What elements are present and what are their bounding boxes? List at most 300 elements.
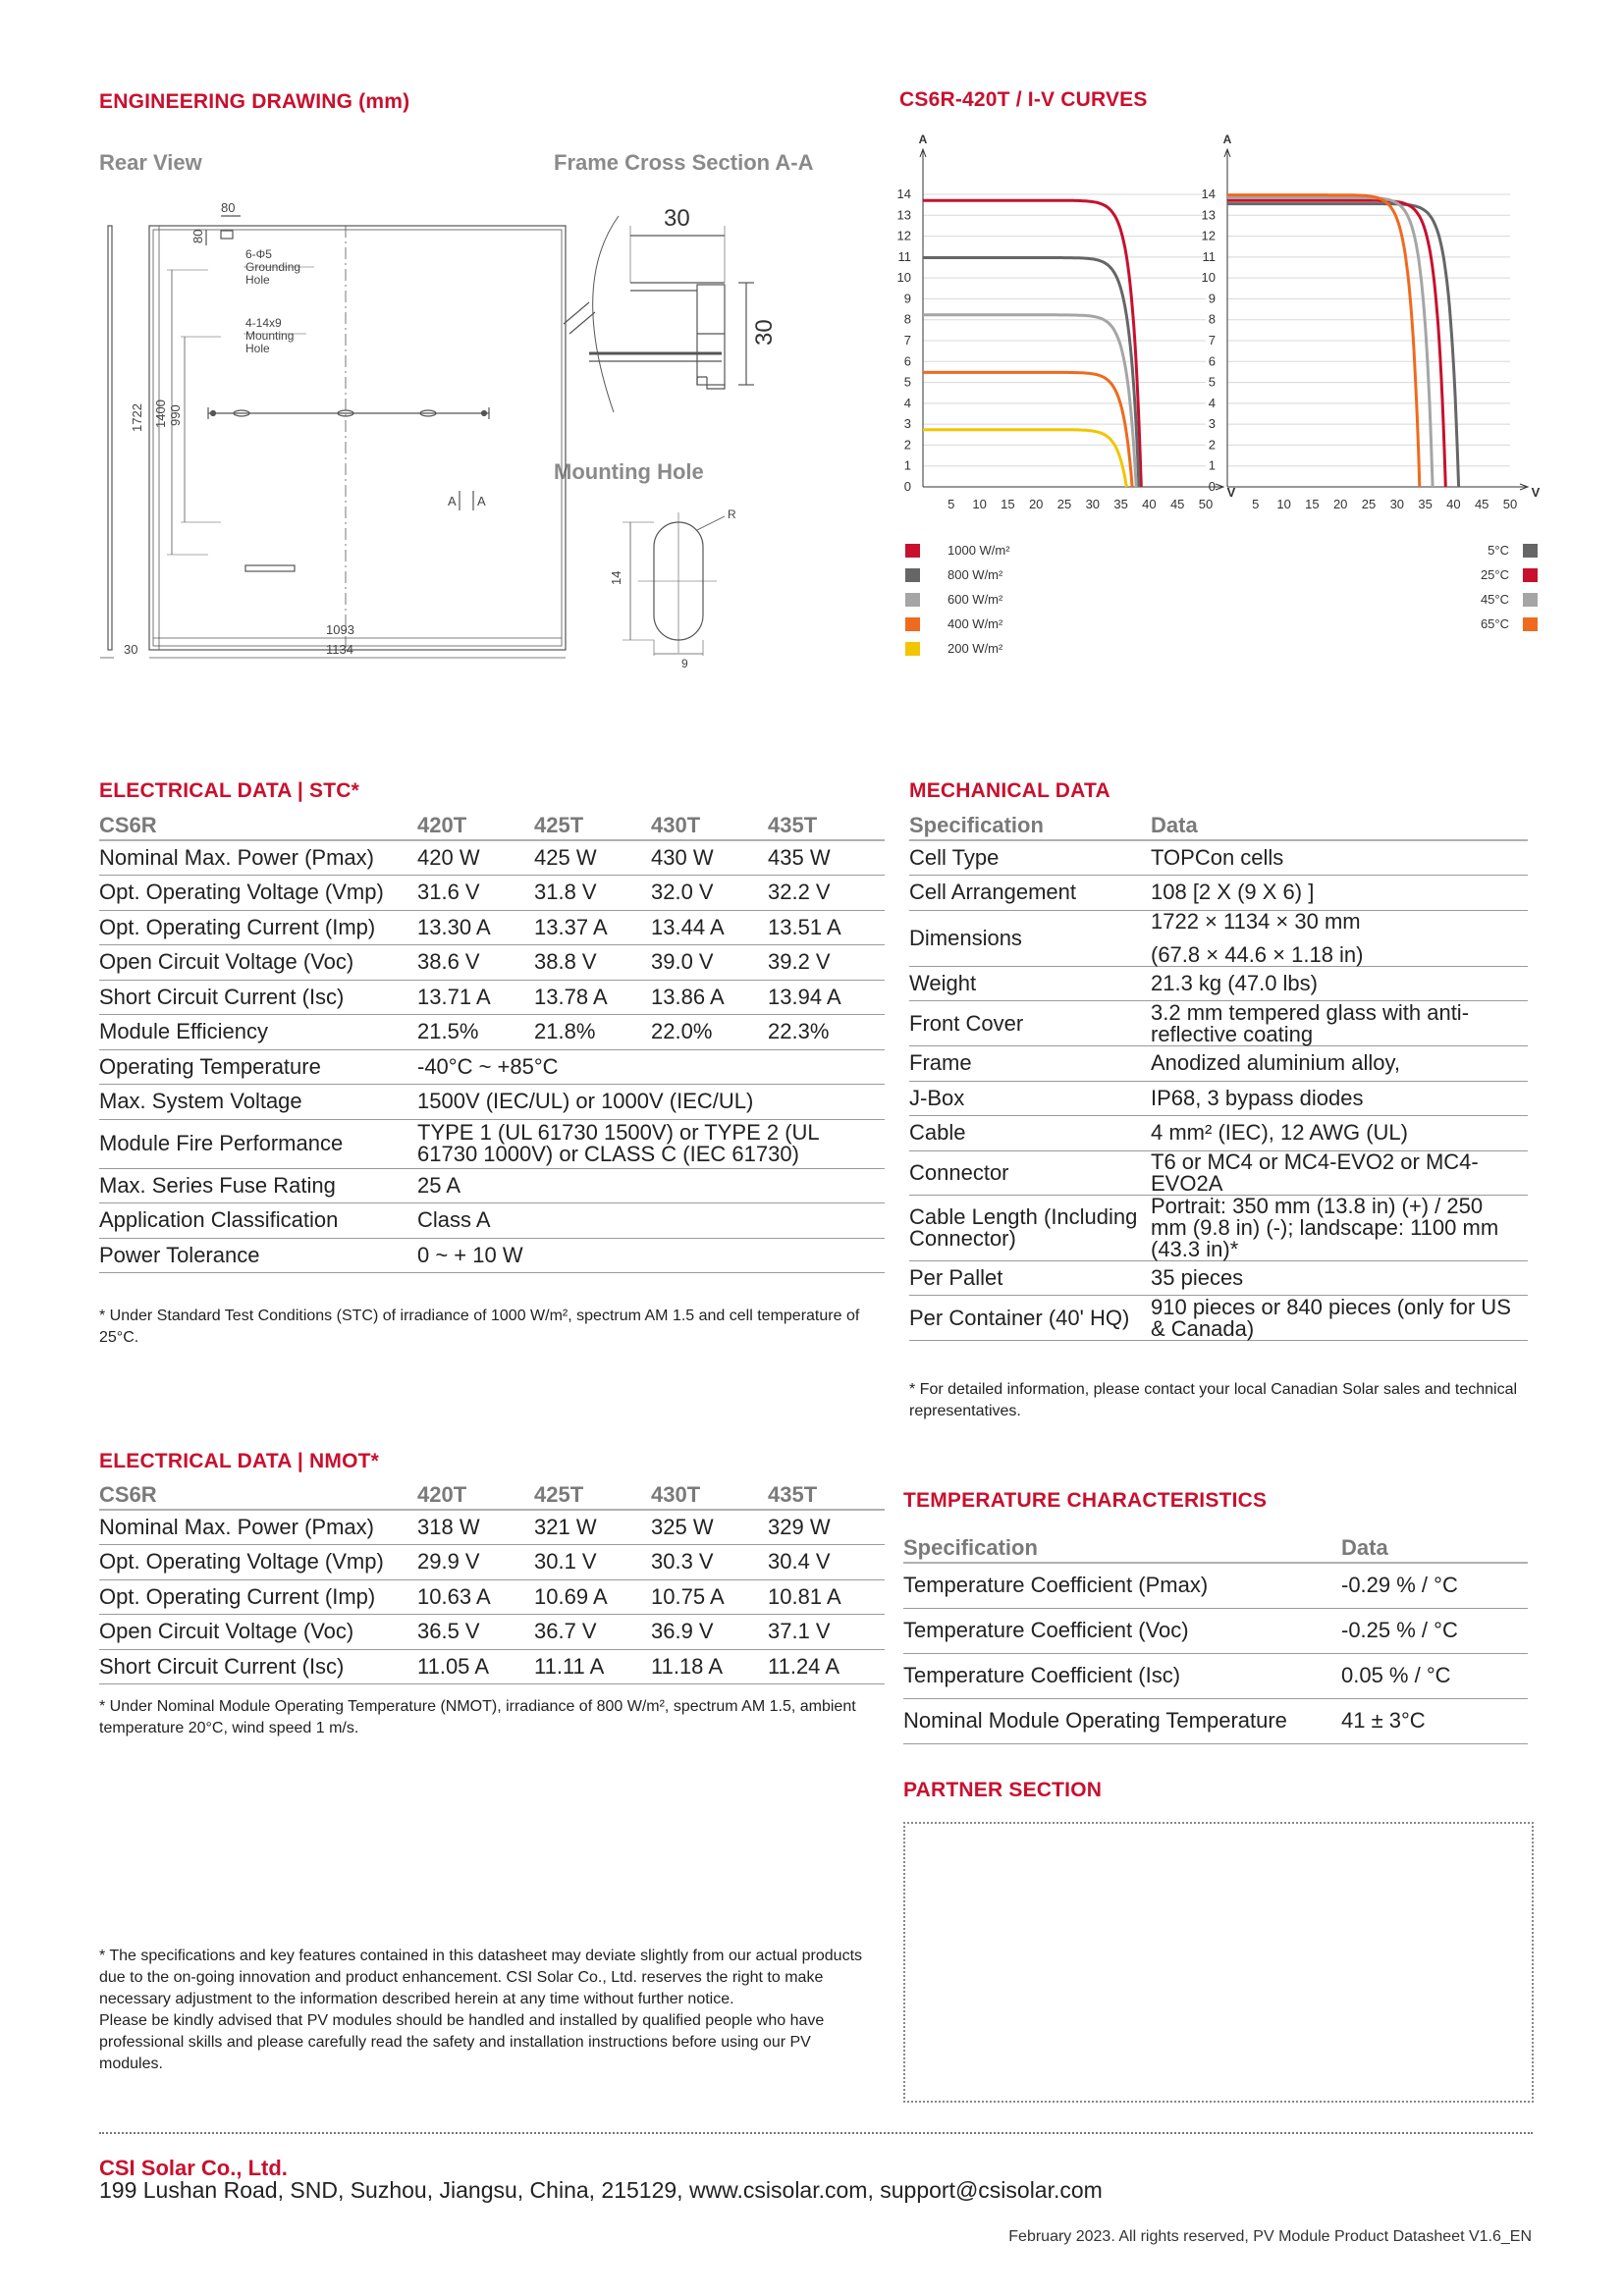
column-header: 435T	[768, 1481, 818, 1507]
table-cell	[1151, 1150, 1528, 1195]
mechanical-title: MECHANICAL DATA	[909, 779, 1110, 802]
y-tick-label: 7	[1208, 333, 1216, 347]
y-tick-label: 1	[1208, 457, 1216, 473]
table-cell: Class A	[417, 1207, 491, 1233]
iv-curve-200wm	[923, 430, 1126, 487]
table-row	[99, 910, 885, 945]
table-row	[903, 1608, 1528, 1653]
table-cell: 430 W	[651, 845, 714, 870]
table-row	[99, 1579, 885, 1615]
table-cell-line: 910 pieces or 840 pieces (only for US & Canada)	[1151, 1294, 1511, 1341]
x-tick-label: 10	[972, 497, 987, 511]
mounting-hole-drawing	[599, 507, 766, 670]
table-row	[909, 910, 1528, 966]
table-row	[909, 1260, 1528, 1296]
table-cell: 38.8 V	[534, 949, 597, 975]
table-cell: 25 A	[417, 1172, 461, 1198]
legend-item	[905, 538, 1010, 562]
x-tick-label: 15	[1001, 497, 1015, 511]
partner-title: PARTNER SECTION	[903, 1779, 1103, 1801]
table-cell	[1151, 1260, 1528, 1296]
table-cell-line: -0.25 % / °C	[1341, 1618, 1458, 1642]
table-cell-line: 3.2 mm tempered glass with anti-reflective coating	[1151, 999, 1470, 1046]
x-tick-label: 50	[1198, 497, 1214, 511]
table-cell-line: 0.05 % / °C	[1341, 1663, 1451, 1687]
table-row	[909, 840, 1528, 876]
legend-item	[1394, 612, 1538, 636]
legend-label: 65°C	[1480, 616, 1509, 631]
table-row	[99, 1119, 885, 1168]
table-row	[903, 1653, 1528, 1698]
column-header: 425T	[534, 1481, 584, 1507]
legend-label: 5°C	[1488, 543, 1509, 558]
table-cell: 11.18 A	[651, 1653, 723, 1679]
table-cell-line: Anodized aluminium alloy,	[1151, 1050, 1400, 1076]
legend-swatch	[905, 544, 920, 558]
table-cell	[1151, 1001, 1528, 1046]
mounting-label-2: Mounting	[245, 329, 295, 343]
table-row	[909, 1195, 1528, 1260]
table-cell	[1151, 966, 1528, 1001]
table-cell: Temperature Coefficient (Isc)	[903, 1663, 1181, 1687]
x-tick-label: 5	[947, 497, 955, 511]
table-row	[99, 945, 885, 981]
x-tick-label: 25	[1056, 497, 1072, 511]
x-tick-label: 15	[1305, 497, 1320, 511]
y-tick-label: 11	[897, 248, 911, 264]
table-cell: 32.2 V	[768, 880, 831, 905]
table-cell-line: IP68, 3 bypass diodes	[1151, 1085, 1364, 1110]
legend-swatch	[1523, 617, 1538, 631]
table-row	[99, 876, 885, 911]
nmot-note: * Under Nominal Module Operating Temperature (NMOT), irradiance of 800 W/m², spectrum AM 1.5, ambient temperature 20°C, wind speed 1 m/s.	[99, 1698, 856, 1736]
table-cell: 13.71 A	[417, 984, 491, 1009]
table-cell: 425 W	[534, 845, 597, 870]
table-cell: Opt. Operating Voltage (Vmp)	[99, 1549, 384, 1575]
table-cell: 11.11 A	[534, 1653, 605, 1679]
table-cell: Temperature Coefficient (Voc)	[903, 1618, 1189, 1642]
x-tick-label: 35	[1418, 497, 1433, 511]
side-profile	[108, 226, 112, 650]
column-header: 430T	[651, 1481, 701, 1507]
iv-curve-5c	[1227, 204, 1459, 487]
table-row	[909, 1001, 1528, 1046]
table-cell: Connector	[909, 1159, 1009, 1185]
table-cell: 36.7 V	[534, 1619, 597, 1644]
table-cell: Per Pallet	[909, 1264, 1003, 1290]
table-row	[99, 1168, 885, 1203]
elec-nmot-title: ELECTRICAL DATA | NMOT*	[99, 1450, 380, 1472]
legend-item	[905, 562, 1010, 587]
table-cell: 10.63 A	[417, 1583, 491, 1609]
y-tick-label: 13	[1201, 207, 1216, 223]
legend-item	[905, 612, 1010, 636]
table-cell	[1151, 1116, 1528, 1151]
dim-80-side: 80	[190, 229, 205, 243]
table-cell: Module Fire Performance	[99, 1131, 344, 1155]
footer-address: 199 Lushan Road, SND, Suzhou, Jiangsu, China, 215129, www.csisolar.com, support@csisolar.com	[99, 2177, 1103, 2203]
table-row	[909, 1116, 1528, 1151]
table-cell: Max. System Voltage	[99, 1089, 302, 1114]
table-cell: 325 W	[651, 1515, 714, 1539]
table-cell: 13.94 A	[768, 984, 841, 1009]
panel-outline	[149, 226, 566, 650]
elec-stc-table	[99, 811, 885, 1273]
y-tick-label: 2	[1208, 437, 1216, 453]
table-row	[99, 1015, 885, 1050]
y-tick-label: 9	[1208, 291, 1216, 306]
footer-company: CSI Solar Co., Ltd.	[99, 2156, 288, 2180]
x-tick-label: 30	[1085, 497, 1101, 511]
table-cell: Module Efficiency	[99, 1019, 269, 1044]
temperature-table	[903, 1533, 1528, 1744]
table-cell: 32.0 V	[651, 880, 714, 905]
y-unit-label: A	[1222, 133, 1232, 146]
table-row	[909, 1296, 1528, 1341]
table-cell: Dimensions	[909, 925, 1022, 950]
legend-swatch	[905, 568, 920, 582]
y-tick-label: 10	[896, 270, 911, 286]
dim-990: 990	[168, 404, 183, 426]
cross-section-width: 30	[664, 205, 690, 232]
stc-note: * Under Standard Test Conditions (STC) of irradiance of 1000 W/m², spectrum AM 1.5 and cell temperature of 25°C.	[99, 1308, 860, 1346]
table-cell: 21.8%	[534, 1019, 596, 1044]
table-cell: 39.0 V	[651, 949, 714, 975]
table-header-row	[903, 1533, 1528, 1563]
table-row	[903, 1563, 1528, 1608]
table-cell: 318 W	[417, 1515, 480, 1539]
legend-label: 200 W/m²	[947, 641, 1003, 656]
mounting-hole-label: Mounting Hole	[554, 459, 704, 484]
table-cell-line: 41 ± 3°C	[1341, 1708, 1426, 1733]
rear-view-label: Rear View	[99, 150, 202, 175]
legend-label: 600 W/m²	[947, 592, 1003, 607]
y-unit-label: A	[918, 133, 928, 146]
y-tick-label: 3	[903, 416, 911, 432]
table-cell-line: (67.8 × 44.6 × 1.18 in)	[1151, 941, 1364, 967]
rear-view-drawing	[98, 187, 530, 667]
column-header: CS6R	[99, 1481, 157, 1507]
iv-curves-chart	[889, 128, 1541, 511]
table-cell: 22.3%	[768, 1019, 830, 1044]
legend-label: 400 W/m²	[947, 616, 1003, 631]
column-header: Specification	[903, 1534, 1038, 1560]
grounding-label-1: 6-Φ5	[245, 247, 272, 261]
grounding-label-2: Grounding	[245, 260, 301, 274]
table-cell-line: -0.29 % / °C	[1341, 1573, 1458, 1598]
y-tick-label: 4	[903, 395, 911, 410]
y-tick-label: 1	[903, 457, 911, 473]
table-cell: 30.4 V	[768, 1549, 831, 1575]
table-row	[99, 1203, 885, 1239]
table-cell	[1151, 1296, 1528, 1341]
table-cell: 10.75 A	[651, 1583, 725, 1609]
table-header-row	[99, 811, 885, 840]
table-cell	[1151, 910, 1528, 966]
table-cell: Nominal Module Operating Temperature	[903, 1708, 1287, 1733]
dim-30: 30	[124, 642, 138, 657]
table-cell: 13.86 A	[651, 984, 725, 1009]
table-row	[909, 1150, 1528, 1195]
legend-item	[1394, 538, 1538, 562]
table-cell: 13.37 A	[534, 914, 608, 939]
elec-nmot-table	[99, 1480, 885, 1684]
x-tick-label: 45	[1169, 497, 1185, 511]
y-tick-label: 12	[1201, 228, 1216, 243]
table-cell: 31.8 V	[534, 880, 597, 905]
temperature-legend	[1394, 538, 1538, 636]
legend-swatch	[1523, 544, 1538, 558]
engineering-title: ENGINEERING DRAWING (mm)	[99, 90, 410, 113]
legend-swatch	[905, 642, 920, 656]
x-tick-label: 50	[1502, 497, 1518, 511]
table-row	[99, 1649, 885, 1684]
table-row	[909, 1046, 1528, 1082]
table-cell: Max. Series Fuse Rating	[99, 1172, 336, 1198]
table-cell: TYPE 1 (UL 61730 1500V) or TYPE 2 (UL 61730 1000V) or CLASS C (IEC 61730)	[417, 1120, 819, 1166]
table-cell-line: 4 mm² (IEC), 12 AWG (UL)	[1151, 1120, 1408, 1146]
x-unit-label: V	[1226, 485, 1236, 500]
mechanical-table	[909, 811, 1528, 1341]
table-cell-line: TOPCon cells	[1151, 845, 1284, 870]
dim-1093: 1093	[326, 622, 354, 637]
table-cell	[1341, 1608, 1528, 1653]
column-header: 420T	[417, 812, 467, 837]
y-tick-label: 3	[1208, 416, 1216, 432]
table-cell: 420 W	[417, 845, 480, 870]
column-header: 430T	[651, 812, 701, 837]
table-row	[99, 1545, 885, 1580]
table-header-row	[909, 811, 1528, 840]
column-header: 420T	[417, 1481, 467, 1507]
table-cell: Open Circuit Voltage (Voc)	[99, 949, 354, 975]
x-tick-label: 40	[1446, 497, 1461, 511]
table-row	[99, 840, 885, 876]
iv-curves-title: CS6R-420T / I-V CURVES	[899, 88, 1148, 111]
column-header: Specification	[909, 812, 1044, 837]
legend-swatch	[1523, 593, 1538, 607]
y-tick-label: 10	[1201, 270, 1216, 286]
table-cell: Cell Type	[909, 845, 1000, 870]
x-tick-label: 45	[1474, 497, 1489, 511]
y-tick-label: 0	[1208, 479, 1216, 494]
y-tick-label: 14	[896, 187, 911, 201]
table-row	[99, 1049, 885, 1085]
hole-radius-label: R	[728, 507, 736, 521]
legend-swatch	[905, 593, 920, 607]
table-cell: Weight	[909, 970, 977, 995]
y-tick-label: 5	[1208, 374, 1216, 390]
disclaimer: * The specifications and key features contained in this datasheet may deviate slightly from our actual products due to the on-going innovation and product enhancement. CSI Solar Co., Ltd. reserves the right to make necessary adjustment to the information described herein at any time without further notice. Please be kindly advised that PV modules should be handled and installed by qualified people who have professional skills and please carefully read the safety and installation instructions before using our PV modules.	[99, 1948, 863, 2072]
table-cell: Short Circuit Current (Isc)	[99, 1653, 345, 1679]
y-tick-label: 8	[903, 311, 911, 327]
dim-1400: 1400	[153, 400, 168, 428]
section-a-left: A	[448, 494, 457, 508]
table-cell: 21.5%	[417, 1019, 479, 1044]
table-cell-line: 21.3 kg (47.0 lbs)	[1151, 970, 1318, 995]
table-cell: 13.78 A	[534, 984, 608, 1009]
y-tick-label: 6	[1208, 353, 1216, 369]
table-cell: Per Container (40' HQ)	[909, 1305, 1130, 1330]
legend-label: 1000 W/m²	[947, 543, 1010, 558]
y-tick-label: 0	[903, 479, 911, 494]
table-row	[909, 876, 1528, 911]
cross-section-height: 30	[751, 319, 778, 346]
table-cell	[1151, 1046, 1528, 1082]
table-cell	[1151, 1081, 1528, 1116]
table-cell: Frame	[909, 1050, 972, 1076]
table-cell: Opt. Operating Current (Imp)	[99, 1583, 376, 1609]
table-cell: 13.44 A	[651, 914, 725, 939]
table-cell: Cable Length (Including Connector)	[909, 1203, 1138, 1251]
legend-item	[905, 587, 1010, 612]
table-cell: 435 W	[768, 845, 831, 870]
x-tick-label: 30	[1389, 497, 1405, 511]
partner-box	[903, 1822, 1534, 2103]
y-tick-label: 4	[1208, 395, 1216, 410]
table-cell: 11.24 A	[768, 1653, 839, 1679]
column-header: 435T	[768, 812, 818, 837]
table-cell: Opt. Operating Current (Imp)	[99, 914, 376, 939]
y-tick-label: 14	[1201, 187, 1216, 201]
table-header-row	[99, 1480, 885, 1510]
table-cell: 39.2 V	[768, 949, 831, 975]
table-cell: 37.1 V	[768, 1619, 831, 1644]
hole-dim-9: 9	[681, 657, 688, 670]
column-header: Data	[1151, 812, 1198, 837]
y-tick-label: 2	[903, 437, 911, 453]
table-cell	[1341, 1563, 1528, 1608]
x-tick-label: 20	[1028, 497, 1044, 511]
irradiance-legend	[905, 538, 1010, 661]
column-header: 425T	[534, 812, 584, 837]
table-cell: 10.81 A	[768, 1583, 841, 1609]
y-tick-label: 13	[896, 207, 911, 223]
table-cell: Cell Arrangement	[909, 880, 1076, 905]
table-cell: 321 W	[534, 1515, 597, 1539]
table-cell: 31.6 V	[417, 880, 480, 905]
table-cell: 36.9 V	[651, 1619, 714, 1644]
table-cell: 29.9 V	[417, 1549, 480, 1575]
table-row	[903, 1698, 1528, 1743]
table-cell	[1341, 1698, 1528, 1743]
y-tick-label: 11	[1202, 248, 1216, 264]
y-tick-label: 12	[896, 228, 911, 243]
legend-label: 25°C	[1480, 567, 1509, 582]
table-cell: 30.3 V	[651, 1549, 714, 1575]
table-cell-line: 108 [2 X (9 X 6) ]	[1151, 880, 1315, 905]
table-cell-line: Portrait: 350 mm (13.8 in) (+) / 250 mm (9.8 in) (-); landscape: 1100 mm (43.3 in)*	[1151, 1193, 1499, 1261]
x-unit-label: V	[1531, 485, 1541, 500]
dim-1134: 1134	[326, 642, 353, 657]
table-row	[99, 1238, 885, 1273]
legend-label: 45°C	[1480, 592, 1509, 607]
legend-swatch	[905, 617, 920, 631]
dim-1722: 1722	[130, 403, 144, 432]
table-cell	[1341, 1653, 1528, 1698]
table-cell: -40°C ~ +85°C	[417, 1053, 559, 1079]
legend-swatch	[1523, 568, 1538, 582]
x-tick-label: 10	[1276, 497, 1291, 511]
table-cell: 10.69 A	[534, 1583, 608, 1609]
table-cell: 13.30 A	[417, 914, 491, 939]
table-cell: Nominal Max. Power (Pmax)	[99, 1515, 374, 1539]
column-header: Data	[1341, 1534, 1388, 1560]
table-cell: Nominal Max. Power (Pmax)	[99, 845, 374, 870]
table-row	[99, 1510, 885, 1545]
table-row	[909, 966, 1528, 1001]
table-cell-line: T6 or MC4 or MC4-EVO2 or MC4-EVO2A	[1151, 1148, 1479, 1196]
y-tick-label: 9	[903, 291, 911, 306]
iv-curve-1000wm	[923, 200, 1141, 487]
table-cell	[1151, 876, 1528, 911]
table-cell: Power Tolerance	[99, 1242, 260, 1267]
legend-item	[1394, 587, 1538, 612]
column-header: CS6R	[99, 812, 157, 837]
table-cell: J-Box	[909, 1085, 965, 1110]
x-tick-label: 25	[1361, 497, 1377, 511]
table-cell-line: 1722 × 1134 × 30 mm	[1151, 908, 1361, 934]
table-cell: Application Classification	[99, 1207, 339, 1233]
table-cell: 36.5 V	[417, 1619, 480, 1644]
table-cell: 1500V (IEC/UL) or 1000V (IEC/UL)	[417, 1089, 754, 1114]
table-cell: Operating Temperature	[99, 1053, 321, 1079]
table-cell: 0 ~ + 10 W	[417, 1242, 523, 1267]
legend-item	[905, 636, 1010, 661]
table-cell: 11.05 A	[417, 1653, 489, 1679]
frame-cross-label: Frame Cross Section A-A	[554, 150, 814, 175]
elec-stc-title: ELECTRICAL DATA | STC*	[99, 779, 359, 802]
table-row	[909, 1081, 1528, 1116]
table-cell: 38.6 V	[417, 949, 480, 975]
mechanical-note: * For detailed information, please contact your local Canadian Solar sales and technical representatives.	[909, 1381, 1518, 1419]
table-cell: Open Circuit Voltage (Voc)	[99, 1619, 354, 1644]
frame-cross-section-drawing	[550, 196, 844, 432]
table-cell-line: 35 pieces	[1151, 1264, 1244, 1290]
table-cell: Front Cover	[909, 1010, 1024, 1036]
table-cell: 22.0%	[651, 1019, 713, 1044]
table-cell: Opt. Operating Voltage (Vmp)	[99, 880, 384, 905]
hole-dim-14: 14	[609, 570, 623, 585]
mounting-label-1: 4-14x9	[245, 316, 282, 330]
section-a-right: A	[477, 494, 486, 508]
y-tick-label: 6	[903, 353, 911, 369]
table-cell: 30.1 V	[534, 1549, 597, 1575]
temperature-title: TEMPERATURE CHARACTERISTICS	[903, 1489, 1268, 1512]
table-cell: 13.51 A	[768, 914, 841, 939]
x-tick-label: 5	[1252, 497, 1260, 511]
y-tick-label: 8	[1208, 311, 1216, 327]
y-tick-label: 5	[903, 374, 911, 390]
table-cell: Temperature Coefficient (Pmax)	[903, 1573, 1209, 1598]
dim-80-top: 80	[221, 200, 236, 215]
table-cell	[1151, 840, 1528, 876]
legend-label: 800 W/m²	[947, 567, 1003, 582]
mounting-label-3: Hole	[245, 342, 270, 355]
footer-divider	[99, 2132, 1533, 2134]
x-tick-label: 40	[1142, 497, 1157, 511]
table-row	[99, 1615, 885, 1650]
table-row	[99, 980, 885, 1015]
x-tick-label: 35	[1113, 497, 1128, 511]
table-cell: Cable	[909, 1120, 966, 1146]
x-tick-label: 20	[1332, 497, 1348, 511]
legend-item	[1394, 562, 1538, 587]
y-tick-label: 7	[903, 333, 911, 347]
table-cell: 329 W	[768, 1515, 831, 1539]
table-row	[99, 1085, 885, 1120]
footer-copyright: February 2023. All rights reserved, PV Module Product Datasheet V1.6_EN	[1008, 2228, 1532, 2245]
